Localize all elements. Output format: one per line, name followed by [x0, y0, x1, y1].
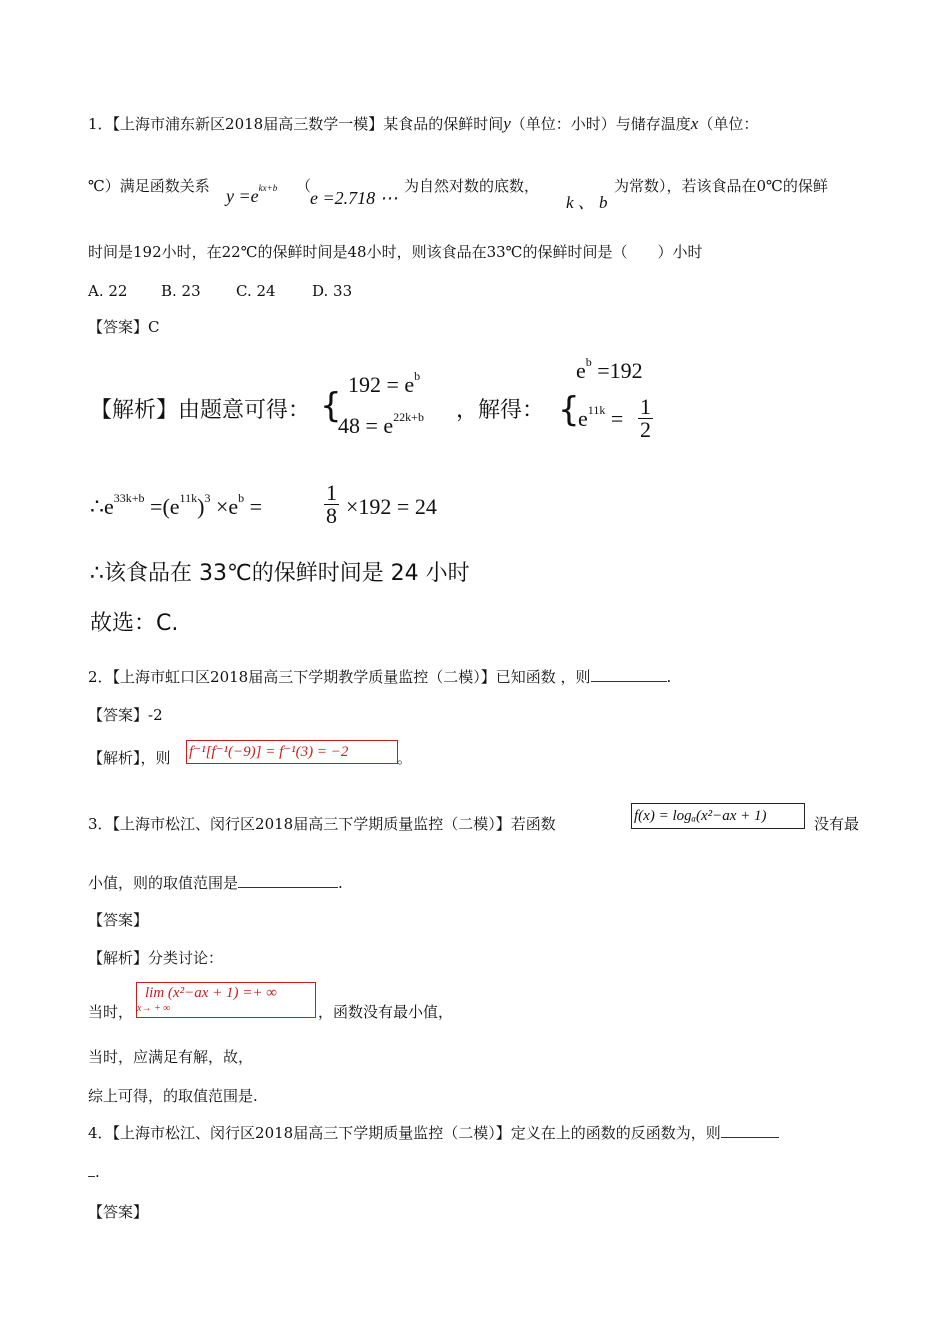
therefore-c: ) — [197, 494, 205, 519]
q1-formula — [226, 183, 278, 207]
q1-line3: 时间是192小时，在22℃的保鲜时间是48小时，则该食品在33℃的保鲜时间是（ ）小时 — [88, 243, 703, 261]
q4-blank-continued — [88, 1162, 95, 1177]
therefore-exp2: 11k — [179, 491, 198, 505]
sys2-top-rest: =192 — [591, 358, 643, 383]
q1-answer: 【答案】C — [88, 318, 160, 336]
k-b: k 、 b — [566, 193, 608, 212]
sys2-bot-eq: = — [605, 406, 624, 431]
q4-answer-blank — [721, 1123, 779, 1138]
q1-solve-label: ，解得： — [456, 398, 545, 423]
q2-formula-box: f⁻¹[f⁻¹(−9)] = f⁻¹(3) = −2 — [186, 740, 398, 764]
sys1-bot-text: 48 = e — [338, 413, 394, 438]
q3-answer-blank — [238, 873, 338, 888]
therefore-e: = — [244, 494, 263, 519]
q1-line1 — [88, 114, 758, 134]
q2-answer-blank — [591, 667, 667, 682]
sys1-top-exp: b — [414, 369, 421, 383]
therefore-exp1: 33k+b — [113, 491, 145, 505]
q3-line-b: 没有最 — [814, 815, 860, 833]
formula-exp: kx+b — [258, 183, 278, 193]
q4-line2 — [88, 1162, 100, 1182]
q3-summary: 综上可得，的取值范围是. — [88, 1087, 258, 1105]
q2-line — [88, 667, 671, 687]
q3-line-a: 3．【上海市松江、闵行区2018届高三下学期质量监控（二模）】若函数 — [88, 815, 556, 833]
therefore-fraction — [324, 482, 339, 527]
q1-analysis-label: 【解析】由题意可得： — [90, 398, 311, 423]
q2-answer: 【答案】-2 — [88, 706, 163, 724]
q1-option-b: B. 23 — [161, 282, 201, 300]
q1-choose: 故选：C. — [90, 611, 179, 636]
q3-case1-a: 当时， — [88, 1003, 134, 1021]
therefore-exp4: b — [238, 491, 245, 505]
q2-analysis-end: 。 — [397, 749, 413, 767]
therefore-frac-num: 1 — [326, 480, 337, 505]
paren-open: （ — [296, 177, 312, 195]
q1-line2-b: 为自然对数的底数， — [404, 177, 540, 195]
q3-case1-b: ，函数没有最小值， — [318, 1003, 454, 1021]
therefore-d: ×e — [210, 494, 239, 519]
brace-left: { — [320, 386, 342, 426]
q4-text: 4．【上海市松江、闵行区2018届高三下学期质量监控（二模）】定义在上的函数的反函数为，则 — [88, 1124, 721, 1142]
system1-bottom — [338, 410, 424, 439]
therefore-a: ∴e — [90, 494, 114, 519]
frac-num: 1 — [640, 394, 651, 419]
q1-text: 1．【上海市浦东新区2018届高三数学一模】某食品的保鲜时间 — [88, 115, 504, 133]
formula-lhs: y =e — [226, 186, 259, 206]
frac-den: 2 — [640, 417, 651, 442]
q2-analysis: 【解析】，则 — [88, 749, 171, 767]
q3-end: . — [338, 874, 343, 892]
q2-end: . — [666, 668, 672, 686]
sys2-bot-exp: 11k — [587, 403, 606, 417]
q2-text: 2．【上海市虹口区2018届高三下学期教学质量监控（二模）】已知函数 ，则 — [88, 668, 591, 686]
system1-top — [348, 369, 421, 398]
e-value: e =2.718 ⋯ — [310, 188, 398, 208]
q3-line2 — [88, 873, 343, 893]
q3-limit-box — [136, 982, 316, 1018]
q1-option-d: D. 33 — [312, 282, 353, 300]
system2-bottom — [578, 403, 624, 432]
q3-answer: 【答案】 — [88, 911, 149, 929]
q1-line2-c: 为常数），若该食品在0℃的保鲜 — [614, 177, 828, 195]
therefore-frac-den: 8 — [326, 503, 337, 528]
therefore-exp3: 3 — [204, 491, 211, 505]
system2-fraction — [638, 396, 653, 441]
sys2-top-text: e — [576, 358, 586, 383]
therefore-b: =(e — [144, 494, 180, 519]
q1-option-a: A. 22 — [88, 282, 128, 300]
sys1-bot-exp: 22k+b — [393, 410, 424, 424]
therefore-line — [90, 491, 263, 520]
sys1-top-text: 192 = e — [348, 372, 415, 397]
q1-option-c: C. 24 — [236, 282, 276, 300]
q1-line2-a: ℃）满足函数关系 — [88, 177, 210, 195]
q3-text: 小值，则的取值范围是 — [88, 874, 239, 892]
q1-conclusion: ∴该食品在 33℃的保鲜时间是 24 小时 — [90, 561, 470, 586]
therefore-result: ×192 = 24 — [346, 494, 437, 519]
q3-formula-box: f(x) = logₐ(x²−ax + 1) — [631, 803, 805, 829]
q4-line — [88, 1123, 779, 1143]
q1-text: （单位：小时）与储存温度 — [510, 115, 691, 133]
q3-case2: 当时，应满足有解，故， — [88, 1048, 254, 1066]
sys2-bot-text: e — [578, 406, 588, 431]
q1-text: （单位： — [698, 115, 759, 133]
q4-end: . — [95, 1163, 100, 1181]
var-x: x — [690, 114, 699, 133]
sys2-top-exp: b — [585, 355, 592, 369]
q4-answer: 【答案】 — [88, 1203, 149, 1221]
limit-sub: x→ + ∞ — [137, 1003, 171, 1014]
q3-analysis: 【解析】分类讨论： — [88, 949, 224, 967]
var-y: y — [503, 114, 511, 133]
brace-right: { — [558, 390, 580, 430]
system2-top — [576, 355, 643, 384]
limit-top: lim (x²−ax + 1) =+ ∞ — [145, 985, 277, 1001]
